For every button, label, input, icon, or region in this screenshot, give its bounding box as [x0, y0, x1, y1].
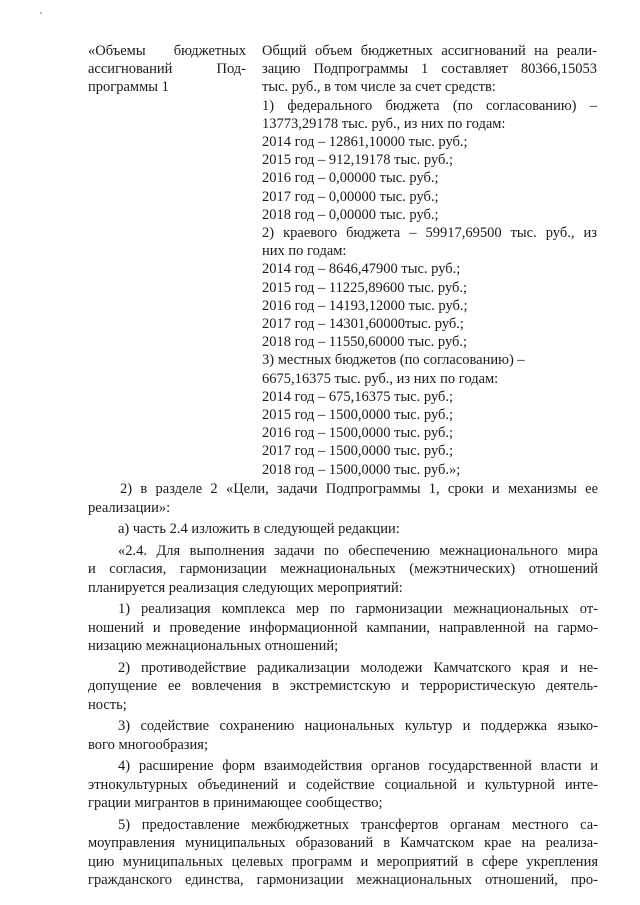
paragraph-line: а) часть 2.4 изложить в следующей редакции: — [118, 521, 400, 537]
list-item-line: 5) предоставление межбюджетных трансфертов органам местного са- — [118, 816, 598, 833]
scan-speck — [40, 12, 42, 14]
right-cell-line: 2016 год – 1500,0000 тыс. руб.; — [262, 425, 454, 442]
list-item-line: низацию межнациональных отношений; — [88, 638, 339, 654]
right-cell-line: 2017 год – 14301,60000тыс. руб.; — [262, 316, 464, 333]
right-cell-line: 2014 год – 675,16375 тыс. руб.; — [262, 388, 454, 405]
list-item-line: гражданского единства, гармонизации межнациональных отношений, про- — [88, 872, 598, 888]
right-cell-line: 1) федерального бюджета (по согласованию) – — [262, 97, 597, 114]
list-item-line: допущение ее вовлечения в экстремистскую и террористическую деятель- — [88, 678, 598, 694]
right-cell-line: 2014 год – 12861,10000 тыс. руб.; — [262, 134, 468, 151]
left-cell-line: ассигнований Под- — [88, 61, 246, 77]
right-cell-line: 2018 год – 1500,0000 тыс. руб.»; — [262, 461, 461, 478]
right-cell-line: 2015 год – 1500,0000 тыс. руб.; — [262, 407, 454, 424]
table-right-cell — [262, 42, 597, 479]
list-item-line: 2) противодействие радикализации молодежи Камчатского края и не- — [118, 659, 598, 676]
right-cell-line: 2015 год – 11225,89600 тыс. руб.; — [262, 279, 468, 296]
paragraph-line: и согласия, гармонизации межнациональных (межэтнических) отношений — [88, 561, 598, 577]
list-item-line: ность; — [88, 696, 127, 713]
paragraph-line: планируется реализация следующих мероприятий: — [88, 579, 403, 596]
right-cell-line: Общий объем бюджетных ассигнований на реали- — [262, 43, 597, 59]
right-cell-line: тыс. руб., в том числе за счет средств: — [262, 79, 496, 96]
right-cell-line: 2015 год – 912,19178 тыс. руб.; — [262, 152, 454, 169]
right-cell-line: 2017 год – 1500,0000 тыс. руб.; — [262, 443, 454, 460]
right-cell-line: 2018 год – 11550,60000 тыс. руб.; — [262, 334, 468, 351]
list-item-line: вого многообразия; — [88, 736, 208, 753]
document-body — [88, 480, 598, 890]
right-cell-line: 6675,16375 тыс. руб., из них по годам: — [262, 370, 499, 387]
list-item-line: ношений и проведение информационной кампании, направленной на гармо- — [88, 619, 598, 636]
right-cell-line: 2014 год – 8646,47900 тыс. руб.; — [262, 261, 461, 278]
list-item-line: цию муниципальных целевых программ и мероприятий в сфере укрепления — [88, 853, 598, 870]
list-item-line: 3) содействие сохранению национальных культур и поддержка языко- — [118, 718, 598, 734]
right-cell-line: 2016 год – 14193,12000 тыс. руб.; — [262, 297, 468, 314]
left-cell-line: программы 1 — [88, 79, 169, 95]
right-cell-line: 2018 год – 0,00000 тыс. руб.; — [262, 206, 439, 223]
right-cell-line: 3) местных бюджетов (по согласованию) – — [262, 352, 525, 369]
right-cell-line: 2016 год – 0,00000 тыс. руб.; — [262, 170, 439, 187]
right-cell-line: 2017 год – 0,00000 тыс. руб.; — [262, 188, 439, 205]
right-cell-line: 13773,29178 тыс. руб., из них по годам: — [262, 115, 506, 132]
paragraph-line: «2.4. Для выполнения задачи по обеспечению межнационального мира — [118, 542, 598, 559]
paragraph-line: 2) в разделе 2 «Цели, задачи Подпрограммы 1, сроки и механизмы ее — [120, 481, 598, 497]
right-cell-line: зацию Подпрограммы 1 составляет 80366,15053 — [262, 61, 597, 78]
paragraph-line: реализации»: — [88, 499, 171, 516]
list-item-line: 4) расширение форм взаимодействия органов государственной власти и — [118, 758, 598, 774]
list-item-line: 1) реализация комплекса мер по гармонизации межнациональных от- — [118, 601, 598, 617]
left-cell-line: «Объемы бюджетных — [88, 43, 246, 59]
table-left-cell — [88, 42, 246, 96]
list-item-line: этнокультурных объединений и содействие социальной и культурной интe- — [88, 776, 598, 793]
right-cell-line: 2) краевого бюджета – 59917,69500 тыс. руб., из — [262, 225, 597, 242]
list-item-line: грации мигрантов в принимающее сообщество; — [88, 795, 383, 811]
right-cell-line: них по годам: — [262, 243, 347, 260]
list-item-line: моуправления муниципальных образований в Камчатском крае на реализа- — [88, 835, 598, 851]
